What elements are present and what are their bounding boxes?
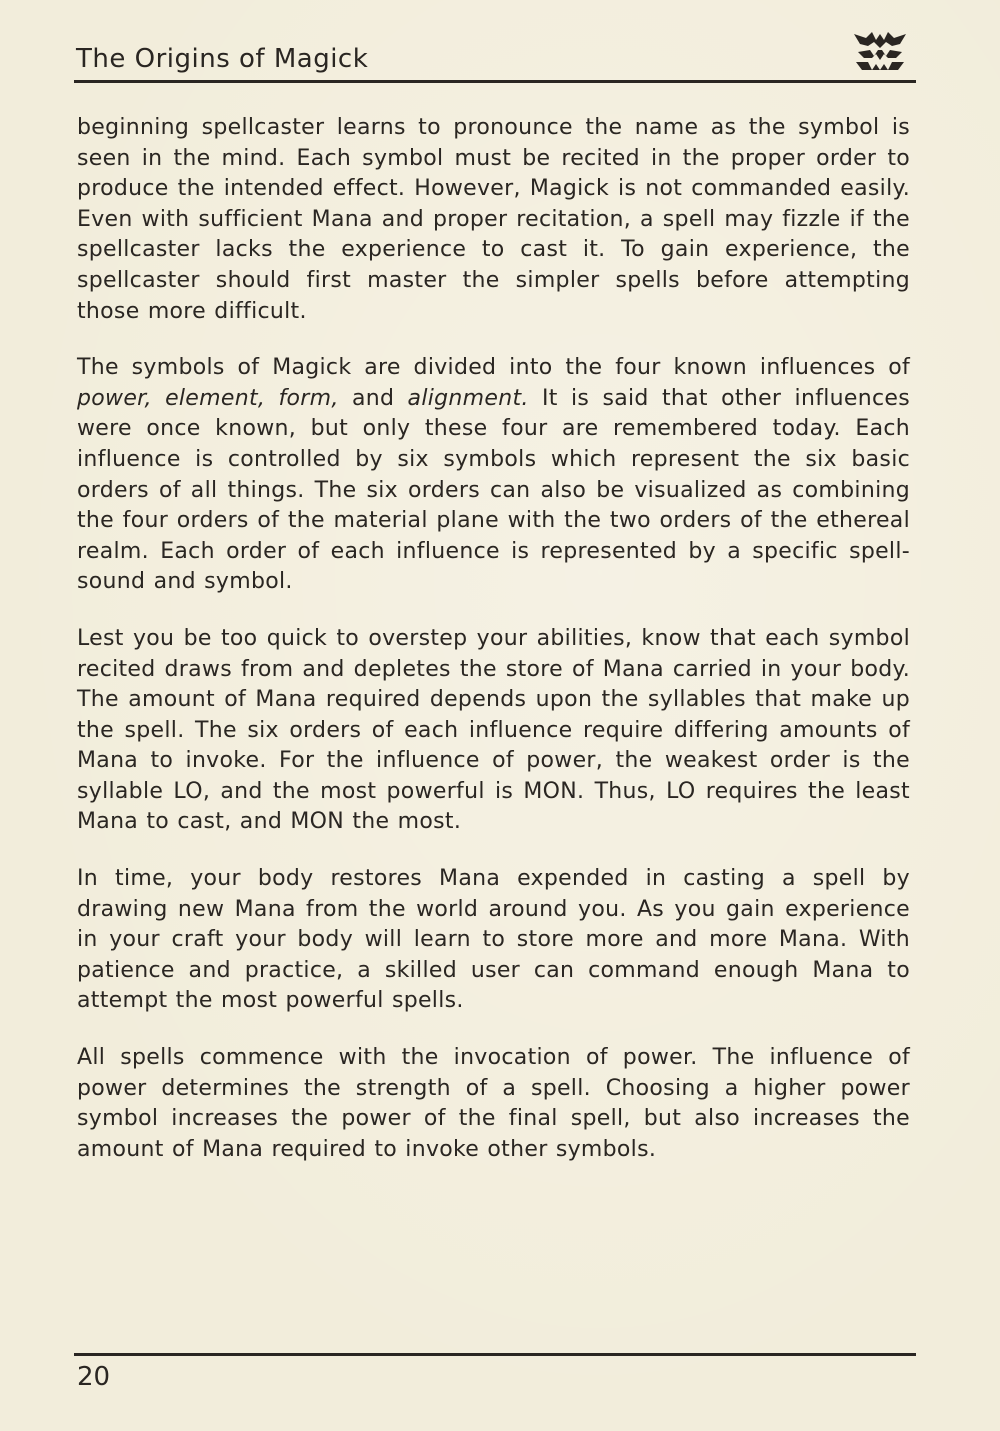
paragraph-text: beginning spellcaster learns to pronounce the name as the symbol is seen in the mind. Each symbol must be recited in the proper order to produce the intended effect. However, Magick is not commanded easily. Even with sufficient Mana and proper recitation, a spell may fizzle if the spellcaster lacks the experience to cast it. To gain experience, the spellcaster should first master the simpler spells before attempting those more difficult. [77, 115, 910, 324]
body-paragraph [77, 353, 910, 598]
paragraph-text: Lest you be too quick to overstep your abilities, know that each symbol recited draws from and depletes the store of Mana carried in your body. The amount of Mana required depends upon the syllables that make up the spell. The six orders of each influence require differing amounts of Mana to invoke. For the influence of power, the weakest order is the syllable LO, and the most powerful is MON. Thus, LO requires the least Mana to cast, and MON the most. [77, 625, 910, 835]
emphasized-text: alignment. [407, 385, 529, 411]
body-paragraph [77, 113, 910, 327]
winged-sigil-icon [852, 28, 908, 74]
paragraph-text: and [338, 385, 408, 411]
body-paragraph [77, 624, 910, 838]
emphasized-text: power, element, form, [77, 385, 339, 411]
body-paragraph [77, 864, 910, 1017]
page-header-title: The Origins of Magick [76, 44, 369, 74]
header-divider [74, 80, 916, 83]
footer-divider [74, 1353, 916, 1356]
paragraph-text: In time, your body restores Mana expended in casting a spell by drawing new Mana from the world around you. As you gain experience in your craft your body will learn to store more and more Mana. With patience and practice, a skilled user can command enough Mana to attempt the most powerful spells. [77, 866, 910, 1014]
body-text [77, 113, 910, 1191]
paragraph-text: It is said that other influences were once known, but only these four are remembered today. Each influence is controlled by six symbols which represent the six basic orders of all things. The six orders can also be visualized as combining the four orders of the material plane with the two orders of the ethereal realm. Each order of each influence is represented by a specific spell-sound and symbol. [77, 385, 910, 595]
paragraph-text: All spells commence with the invocation of power. The influence of power determines the strength of a spell. Choosing a higher power symbol increases the power of the final spell, but also increases the amount of Mana required to invoke other symbols. [77, 1045, 910, 1162]
page-number: 20 [77, 1362, 111, 1392]
paragraph-text: The symbols of Magick are divided into the four known influences of [77, 355, 910, 381]
body-paragraph [77, 1043, 910, 1165]
